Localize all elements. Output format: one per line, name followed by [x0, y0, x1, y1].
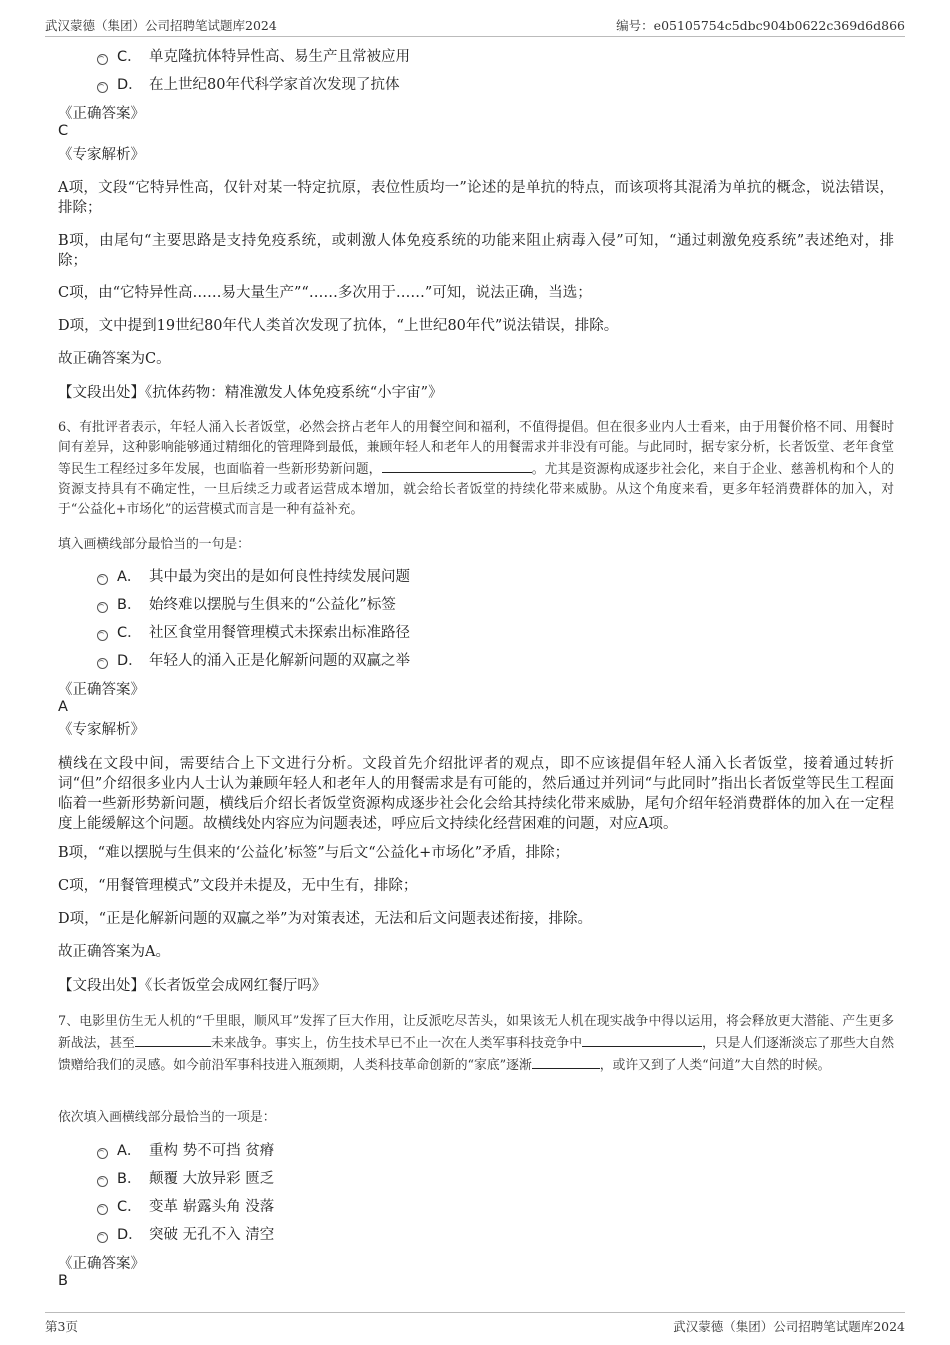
radio-icon[interactable] [97, 1232, 108, 1243]
q5-option-d[interactable]: D． 在上世纪80年代科学家首次发现了抗体 [97, 74, 399, 96]
q7-blank-1 [135, 1032, 211, 1047]
q7-prompt: 依次填入画横线部分最恰当的一项是： [58, 1110, 276, 1125]
q5-option-c[interactable]: C． 单克隆抗体特异性高、易生产且常被应用 [97, 46, 410, 68]
q5-analysis-a: A项，文段“它特异性高，仅针对某一特定抗原，表位性质均一”论述的是单抗的特点，而该项将其混淆为单抗的概念，说法错误，排除； [58, 180, 894, 216]
radio-icon[interactable] [97, 574, 108, 585]
q6-prompt: 填入画横线部分最恰当的一句是： [58, 537, 250, 552]
q7-blank-2 [582, 1032, 702, 1047]
q5-source: 【文段出处】《抗体药物：精准激发人体免疫系统“小宇宙”》 [58, 385, 443, 401]
q7-option-a[interactable]: A． 重构 势不可挡 贫瘠 [97, 1140, 274, 1162]
q6-answer: A [58, 699, 68, 715]
q6-analysis-main: 横线在文段中间，需要结合上下文进行分析。文段首先介绍批评者的观点，即不应该提倡年轻人涌入长者饭堂，接着通过转折词“但”介绍很多业内人士认为兼顾年轻人和老年人的用餐需求是有可能的，然后通过并列词“与此同时”指出长者饭堂等民生工程面临着一些新形势新问题，横线后介绍长者饭堂资源构成逐步社会化会给其持续化带来威胁，尾句介绍年轻消费群体的加入在一定程度上能缓解这个问题。故横线处内容应为问题表述，呼应后文持续化经营困难的问题，对应A项。 [58, 756, 894, 832]
page-number: 第3页 [45, 1319, 78, 1334]
q6-option-a[interactable]: A． 其中最为突出的是如何良性持续发展问题 [97, 566, 410, 588]
q6-option-d[interactable]: D． 年轻人的涌入正是化解新问题的双赢之举 [97, 650, 410, 672]
header-doc-id: 编号：e05105754c5dbc904b0622c369d6d866 [616, 18, 905, 33]
q6-blank [382, 458, 532, 473]
q6-question-text: 6、有批评者表示，年轻人涌入长者饭堂，必然会挤占老年人的用餐空间和福利，不值得提倡。但在很多业内人士看来，由于用餐价格不同、用餐时间有差异，这种影响能够通过精细化的管理降到最低，兼顾年轻人和老年人的用餐需求并非没有可能。与此同时，据专家分析，长者饭堂、老年食堂等民生工程经过多年发展，也面临着一些新形势新问题， 。尤其是资源构成逐步社会化，来自于企业、慈善机构和个人的资源支持具有不确定性，一旦后续乏力或者运营成本增加，就会给长者饭堂的持续化带来威胁。从这个角度来看，更多年轻消费群体的加入，对于“公益化+市场化”的运营模式而言是一种有益补充。 [58, 420, 895, 517]
q6-analysis-c: C项，“用餐管理模式”文段并未提及，无中生有，排除； [58, 878, 418, 894]
q6-option-b[interactable]: B． 始终难以摆脱与生俱来的“公益化”标签 [97, 594, 396, 616]
q5-analysis-b: B项，由尾句“主要思路是支持免疫系统，或刺激人体免疫系统的功能来阻止病毒入侵”可知，“通过刺激免疫系统”表述绝对，排除； [58, 233, 894, 269]
header-title: 武汉蒙德（集团）公司招聘笔试题库2024 [45, 18, 277, 33]
radio-icon[interactable] [97, 658, 108, 669]
footer-title: 武汉蒙德（集团）公司招聘笔试题库2024 [673, 1319, 905, 1334]
q5-analysis-d: D项，文中提到19世纪80年代人类首次发现了抗体，“上世纪80年代”说法错误，排除。 [58, 318, 619, 334]
q5-analysis-c: C项，由“它特异性高……易大量生产”“……多次用于……”可知，说法正确，当选； [58, 285, 592, 301]
page-footer [45, 1312, 905, 1335]
q7-option-d[interactable]: D． 突破 无孔不入 清空 [97, 1224, 274, 1246]
q6-analysis-b: B项，“难以摆脱与生俱来的‘公益化’标签”与后文“公益化+市场化”矛盾，排除； [58, 845, 570, 861]
radio-icon[interactable] [97, 602, 108, 613]
q5-answer: C [58, 123, 69, 139]
q6-source: 【文段出处】《长者饭堂会成网红餐厅吗》 [58, 978, 327, 994]
q6-answer-label: 《正确答案》 [58, 682, 145, 698]
page-header [45, 14, 905, 37]
q6-conclusion: 故正确答案为A。 [58, 944, 170, 960]
radio-icon[interactable] [97, 82, 108, 93]
q5-conclusion: 故正确答案为C。 [58, 351, 171, 367]
q7-option-c[interactable]: C． 变革 崭露头角 没落 [97, 1196, 274, 1218]
radio-icon[interactable] [97, 1148, 108, 1159]
q6-analysis-label: 《专家解析》 [58, 722, 145, 738]
q7-answer-label: 《正确答案》 [58, 1256, 145, 1272]
q7-option-b[interactable]: B． 颠覆 大放异彩 匮乏 [97, 1168, 274, 1190]
q5-answer-label: 《正确答案》 [58, 106, 145, 122]
q7-answer: B [58, 1273, 68, 1289]
radio-icon[interactable] [97, 1204, 108, 1215]
radio-icon[interactable] [97, 1176, 108, 1187]
q6-analysis-d: D项，“正是化解新问题的双赢之举”为对策表述，无法和后文问题表述衔接，排除。 [58, 911, 592, 927]
radio-icon[interactable] [97, 630, 108, 641]
q5-analysis-label: 《专家解析》 [58, 147, 145, 163]
radio-icon[interactable] [97, 54, 108, 65]
q7-question-text: 7、电影里仿生无人机的“千里眼，顺风耳”发挥了巨大作用，让反派吃尽苦头，如果该无人机在现实战争中得以运用，将会释放更大潜能、产生更多新战法，甚至 未来战争。事实上，仿生技术早已不止一次在人类军事科技竞争中 ，只是人们逐渐淡忘了那些大自然馈赠给我们的灵感。如今前沿军事科技进入瓶颈期，人类科技革命创新的“家底”逐渐 ，或许又到了人类“问道”大自然的时候。 [58, 1014, 895, 1073]
q7-blank-3 [532, 1054, 600, 1069]
q6-option-c[interactable]: C． 社区食堂用餐管理模式未探索出标准路径 [97, 622, 410, 644]
